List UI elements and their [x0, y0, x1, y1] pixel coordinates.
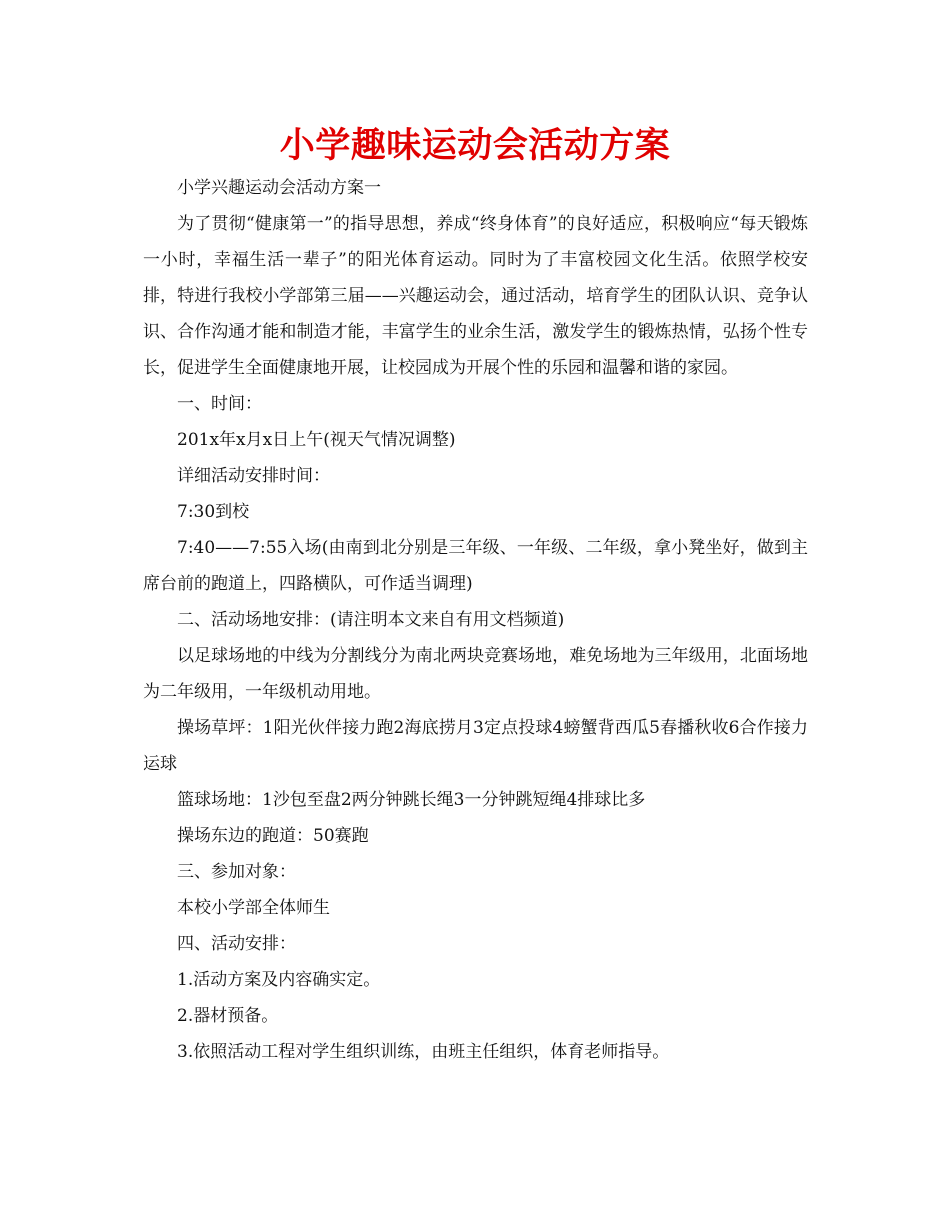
paragraph-arrival-time: 7:30到校	[177, 502, 250, 522]
paragraph-venue-division: 以足球场地的中线为分割线分为南北两块竞赛场地，难免场地为三年级用，北面场地为二年级用，一年级机动用地。	[143, 646, 808, 702]
list-item-plan: 1.活动方案及内容确实定。	[177, 970, 381, 990]
list-item-training: 3.依照活动工程对学生组织训练，由班主任组织，体育老师指导。	[177, 1042, 670, 1062]
paragraph-lawn-events: 操场草坪：1阳光伙伴接力跑2海底捞月3定点投球4螃蟹背西瓜5春播秋收6合作接力运球	[143, 718, 808, 774]
paragraph-participants: 本校小学部全体师生	[177, 898, 330, 918]
paragraph-entrance: 7:40——7:55入场(由南到北分别是三年级、一年级、二年级，拿小凳坐好，做到主席台前的跑道上，四路横队，可作适当调理)	[143, 538, 808, 594]
paragraph-date: 201x年x月x日上午(视天气情况调整)	[177, 430, 456, 450]
paragraph-track-events: 操场东边的跑道：50赛跑	[177, 826, 369, 846]
section-heading-arrangement: 四、活动安排：	[177, 934, 296, 954]
paragraph-basketball-events: 篮球场地：1沙包至盘2两分钟跳长绳3一分钟跳短绳4排球比多	[177, 790, 646, 810]
section-heading-participants: 三、参加对象：	[177, 862, 296, 882]
document-body	[143, 170, 808, 1070]
paragraph-subtitle: 小学兴趣运动会活动方案一	[177, 178, 381, 198]
section-heading-venue: 二、活动场地安排：(请注明本文来自有用文档频道)	[177, 610, 565, 630]
list-item-equipment: 2.器材预备。	[177, 1006, 279, 1026]
paragraph-schedule-heading: 详细活动安排时间：	[177, 466, 330, 486]
paragraph-intro: 为了贯彻“健康第一”的指导思想，养成“终身体育”的良好适应，积极响应“每天锻炼一小时，幸福生活一辈子”的阳光体育运动。同时为了丰富校园文化生活。依照学校安排，特进行我校小学部第三届——兴趣运动会，通过活动，培育学生的团队认识、竞争认识、合作沟通才能和制造才能，丰富学生的业余生活，激发学生的锻炼热情，弘扬个性专长，促进学生全面健康地开展，让校园成为开展个性的乐园和温馨和谐的家园。	[143, 214, 808, 378]
document-title: 小学趣味运动会活动方案	[279, 126, 671, 166]
section-heading-time: 一、时间：	[177, 394, 262, 414]
